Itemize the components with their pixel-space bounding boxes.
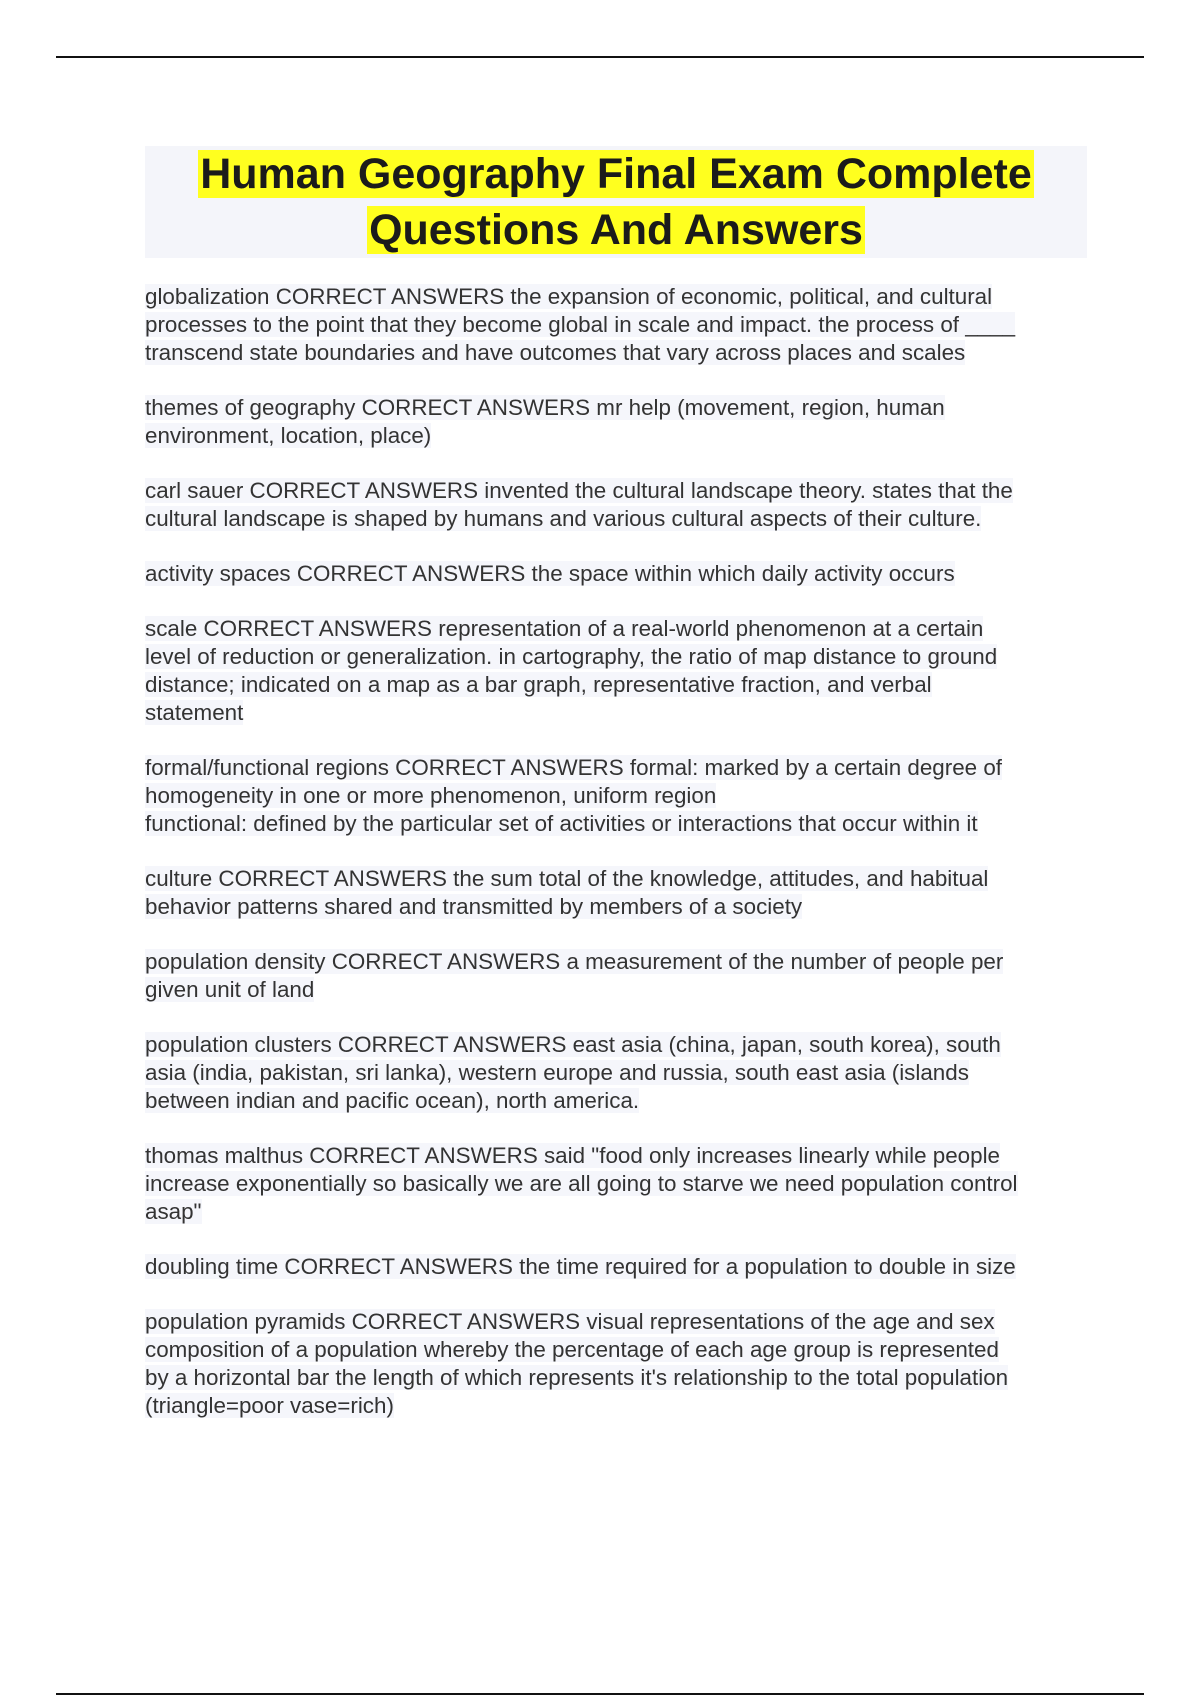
document-title [145, 146, 1087, 258]
qa-line: population clusters CORRECT ANSWERS east asia (china, japan, south korea), south [145, 1032, 1001, 1057]
qa-line: population density CORRECT ANSWERS a measurement of the number of people per [145, 949, 1004, 974]
qa-entry-population-density [145, 948, 1090, 1004]
qa-list [145, 283, 1090, 1420]
qa-line: asia (india, pakistan, sri lanka), western europe and russia, south east asia (islands [145, 1060, 969, 1085]
qa-line: culture CORRECT ANSWERS the sum total of the knowledge, attitudes, and habitual [145, 866, 989, 891]
qa-line: asap" [145, 1199, 202, 1224]
qa-line: behavior patterns shared and transmitted by members of a society [145, 894, 803, 919]
qa-line: statement [145, 700, 244, 725]
qa-line: distance; indicated on a map as a bar graph, representative fraction, and verbal [145, 672, 932, 697]
qa-line: carl sauer CORRECT ANSWERS invented the cultural landscape theory. states that the [145, 478, 1013, 503]
qa-line: by a horizontal bar the length of which represents it's relationship to the total population [145, 1365, 1009, 1390]
qa-line: activity spaces CORRECT ANSWERS the space within which daily activity occurs [145, 561, 955, 586]
qa-entry-activity-spaces [145, 560, 1090, 588]
qa-line: doubling time CORRECT ANSWERS the time required for a population to double in size [145, 1254, 1016, 1279]
qa-line: population pyramids CORRECT ANSWERS visual representations of the age and sex [145, 1309, 995, 1334]
qa-line: composition of a population whereby the percentage of each age group is represented [145, 1337, 999, 1362]
qa-entry-carl-sauer [145, 477, 1090, 533]
qa-entry-population-pyramids [145, 1308, 1090, 1420]
qa-entry-doubling-time [145, 1253, 1090, 1281]
qa-line: themes of geography CORRECT ANSWERS mr help (movement, region, human [145, 395, 945, 420]
qa-entry-population-clusters [145, 1031, 1090, 1115]
qa-entry-scale [145, 615, 1090, 727]
qa-line: environment, location, place) [145, 423, 432, 448]
qa-line: functional: defined by the particular set of activities or interactions that occur within it [145, 811, 978, 836]
qa-line: between indian and pacific ocean), north america. [145, 1088, 640, 1113]
qa-line: cultural landscape is shaped by humans and various cultural aspects of their culture. [145, 506, 982, 531]
qa-entry-themes-of-geography [145, 394, 1090, 450]
qa-line: scale CORRECT ANSWERS representation of a real-world phenomenon at a certain [145, 616, 984, 641]
qa-line: transcend state boundaries and have outcomes that vary across places and scales [145, 340, 966, 365]
qa-entry-formal-functional-regions [145, 754, 1090, 838]
top-rule [56, 56, 1144, 58]
qa-line: formal/functional regions CORRECT ANSWERS formal: marked by a certain degree of [145, 755, 1002, 780]
qa-line: thomas malthus CORRECT ANSWERS said "food only increases linearly while people [145, 1143, 1001, 1168]
qa-line: level of reduction or generalization. in cartography, the ratio of map distance to ground [145, 644, 998, 669]
qa-line: given unit of land [145, 977, 315, 1002]
title-line-1: Human Geography Final Exam Complete [200, 150, 1032, 198]
bottom-rule [56, 1693, 1144, 1695]
qa-entry-globalization [145, 283, 1090, 367]
title-line-2: Questions And Answers [369, 206, 863, 254]
qa-line: processes to the point that they become global in scale and impact. the process of ____ [145, 312, 1016, 337]
qa-entry-culture [145, 865, 1090, 921]
qa-line: increase exponentially so basically we are all going to starve we need population control [145, 1171, 1018, 1196]
qa-line: globalization CORRECT ANSWERS the expansion of economic, political, and cultural [145, 284, 993, 309]
qa-line: homogeneity in one or more phenomenon, uniform region [145, 783, 717, 808]
qa-line: (triangle=poor vase=rich) [145, 1393, 394, 1418]
qa-entry-thomas-malthus [145, 1142, 1090, 1226]
